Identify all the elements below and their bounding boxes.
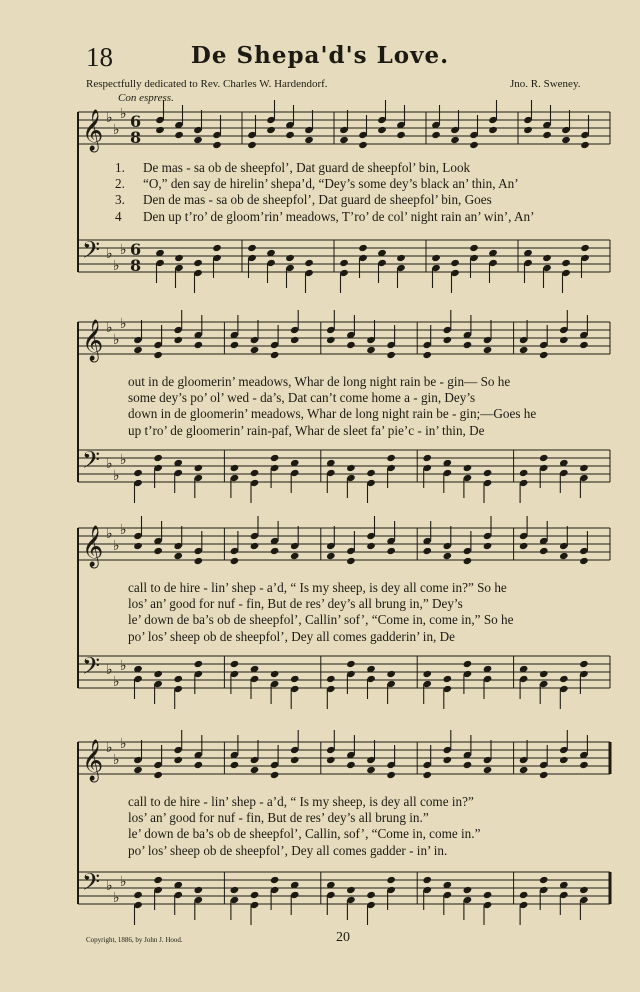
time-signature-top: 6 <box>130 240 142 259</box>
note-head <box>285 254 295 262</box>
note-head <box>519 469 529 477</box>
flat-icon: ♭ <box>113 674 120 690</box>
hymn-title: De Shepa'd's Love. <box>190 42 450 69</box>
note-head <box>580 141 590 149</box>
note-head <box>346 660 356 668</box>
note-head <box>422 547 432 555</box>
note-head <box>422 670 432 678</box>
hymn-number: 18 <box>86 42 113 72</box>
note-head <box>431 131 441 139</box>
note-head <box>326 756 336 764</box>
note-head <box>483 766 493 774</box>
note-head <box>463 761 473 769</box>
note-head <box>247 141 257 149</box>
note-head <box>346 761 356 769</box>
note-head <box>346 341 356 349</box>
note-head <box>450 136 460 144</box>
note-head <box>290 336 300 344</box>
note-head <box>463 886 473 894</box>
note-head <box>539 771 549 779</box>
flat-icon: ♭ <box>120 452 127 468</box>
treble-clef-icon: 𝄞 <box>82 320 104 361</box>
note-head <box>483 469 493 477</box>
note-head <box>559 336 569 344</box>
note-head <box>230 761 240 769</box>
note-head <box>542 131 552 139</box>
note-head <box>396 131 406 139</box>
note-head <box>539 670 549 678</box>
lyric-line: down in de gloomerin’ meadows, Whar de long night rain be - gin;—Goes he <box>128 406 537 422</box>
note-head <box>194 341 204 349</box>
flat-icon: ♭ <box>106 878 113 894</box>
note-head <box>579 557 589 565</box>
note-head <box>539 876 549 884</box>
lyric-line: los’ an’ good for nuf - fin, But de res’ dey’s all brung in,” Dey’s <box>128 596 463 612</box>
flat-icon: ♭ <box>113 890 120 906</box>
note-head <box>133 766 143 774</box>
note-head <box>304 259 314 267</box>
note-head <box>366 346 376 354</box>
note-head <box>483 346 493 354</box>
lyric-line: 2. “O,” den say de hirelin’ shepa’d, “Dey’s some dey’s black an’ thin, An’ <box>115 176 519 192</box>
note-head <box>153 771 163 779</box>
note-head <box>483 891 493 899</box>
lyric-line: 4 Den up t’ro’ de gloom’rin’ meadows, T’ro’ de col’ night rain an’ win’, An’ <box>115 208 535 224</box>
lyric-line: le’ down de ba’s ob de sheepfol’, Callin’ sof’, “Come in, come in,” So he <box>128 612 514 628</box>
note-head <box>386 876 396 884</box>
note-head <box>250 891 260 899</box>
note-head <box>386 670 396 678</box>
note-head <box>230 660 240 668</box>
note-head <box>346 557 356 565</box>
lyric-line: call to de hire - lin’ shep - a’d, “ Is my sheep, is dey all come in?” <box>128 794 474 809</box>
note-head <box>386 771 396 779</box>
note-head <box>270 351 280 359</box>
note-head <box>173 756 183 764</box>
bass-clef-icon: 𝄢 <box>82 236 101 269</box>
note-head <box>230 886 240 894</box>
note-head <box>469 141 479 149</box>
flat-icon: ♭ <box>106 526 113 542</box>
lyric-line: 1. De mas - sa ob de sheepfol’, Dat guard de sheepfol’ bin, Look <box>115 160 471 175</box>
flat-icon: ♭ <box>120 242 127 258</box>
note-head <box>366 891 376 899</box>
note-head <box>270 670 280 678</box>
note-head <box>366 766 376 774</box>
note-head <box>463 464 473 472</box>
bass-clef-icon: 𝄢 <box>82 868 101 901</box>
note-head <box>133 346 143 354</box>
note-head <box>539 351 549 359</box>
note-head <box>153 351 163 359</box>
flat-icon: ♭ <box>106 740 113 756</box>
flat-icon: ♭ <box>113 752 120 768</box>
note-head <box>463 660 473 668</box>
composer: Jno. R. Sweney. <box>510 78 581 90</box>
note-head <box>579 660 589 668</box>
note-head <box>366 542 376 550</box>
note-head <box>346 464 356 472</box>
note-head <box>194 761 204 769</box>
note-head <box>386 454 396 462</box>
note-head <box>173 552 183 560</box>
note-head <box>326 336 336 344</box>
flat-icon: ♭ <box>120 874 127 890</box>
note-head <box>377 126 387 134</box>
bass-clef-icon: 𝄢 <box>82 652 101 685</box>
tempo-marking: Con espress. <box>118 92 174 104</box>
note-head <box>579 464 589 472</box>
note-head <box>469 244 479 252</box>
note-head <box>358 141 368 149</box>
note-head <box>519 891 529 899</box>
note-head <box>290 675 300 683</box>
note-head <box>270 876 280 884</box>
note-head <box>250 542 260 550</box>
note-head <box>386 351 396 359</box>
note-head <box>431 254 441 262</box>
bass-clef-icon: 𝄢 <box>82 446 101 479</box>
page-number: 20 <box>336 930 350 945</box>
note-head <box>212 141 222 149</box>
time-signature-top: 6 <box>130 112 142 131</box>
note-head <box>339 136 349 144</box>
note-head <box>153 547 163 555</box>
note-head <box>539 547 549 555</box>
note-head <box>193 259 203 267</box>
note-head <box>523 126 533 134</box>
lyrics-system-1 <box>115 160 615 225</box>
note-head <box>346 886 356 894</box>
lyric-line: out in de gloomerin’ meadows, Whar de long night rain be - gin— So he <box>128 374 511 389</box>
note-head <box>519 766 529 774</box>
note-head <box>580 244 590 252</box>
time-signature-bottom: 8 <box>130 256 142 275</box>
note-head <box>450 259 460 267</box>
note-head <box>339 259 349 267</box>
note-head <box>285 131 295 139</box>
note-head <box>559 756 569 764</box>
lyric-line: los’ an’ good for nuf - fin, But de res’ dey’s all brung in.” <box>128 810 429 826</box>
note-head <box>270 547 280 555</box>
note-head <box>153 454 163 462</box>
flat-icon: ♭ <box>120 736 127 752</box>
note-head <box>326 552 336 560</box>
note-head <box>290 552 300 560</box>
flat-icon: ♭ <box>120 522 127 538</box>
treble-clef-icon: 𝄞 <box>82 740 104 781</box>
note-head <box>270 771 280 779</box>
lyric-line: up t’ro’ de gloomerin’ rain-paf, Whar de sleet fa’ pie’c - in’ thin, De <box>128 422 485 438</box>
note-head <box>443 552 453 560</box>
note-head <box>230 557 240 565</box>
flat-icon: ♭ <box>113 258 120 274</box>
note-head <box>579 341 589 349</box>
time-signature-bottom: 8 <box>130 128 142 147</box>
note-head <box>483 542 493 550</box>
note-head <box>422 771 432 779</box>
note-head <box>250 346 260 354</box>
note-head <box>561 259 571 267</box>
flat-icon: ♭ <box>106 110 113 126</box>
note-head <box>155 126 165 134</box>
note-head <box>304 136 314 144</box>
note-head <box>194 464 204 472</box>
lyric-line: le’ down de ba’s ob de sheepfol’, Callin, sof’, “Come in, come in.” <box>128 826 481 842</box>
note-head <box>443 756 453 764</box>
flat-icon: ♭ <box>106 246 113 262</box>
note-head <box>579 761 589 769</box>
note-head <box>443 675 453 683</box>
note-head <box>133 542 143 550</box>
note-head <box>247 244 257 252</box>
note-head <box>358 244 368 252</box>
note-head <box>173 336 183 344</box>
note-head <box>326 675 336 683</box>
treble-clef-icon: 𝄞 <box>82 526 104 567</box>
flat-icon: ♭ <box>113 468 120 484</box>
flat-icon: ♭ <box>106 662 113 678</box>
lyric-line: po’ los’ sheep ob de sheepfol’, Dey all comes gadderin’ in, De <box>128 628 456 644</box>
note-head <box>250 766 260 774</box>
note-head <box>250 469 260 477</box>
flat-icon: ♭ <box>113 538 120 554</box>
note-head <box>559 675 569 683</box>
dedication: Respectfully dedicated to Rev. Charles W. Hardendorf. <box>86 78 328 90</box>
flat-icon: ♭ <box>120 658 127 674</box>
note-head <box>194 660 204 668</box>
note-head <box>174 131 184 139</box>
flat-icon: ♭ <box>113 122 120 138</box>
note-head <box>443 336 453 344</box>
note-head <box>519 346 529 354</box>
note-head <box>133 891 143 899</box>
note-head <box>386 547 396 555</box>
flat-icon: ♭ <box>120 106 127 122</box>
lyric-line: some dey’s po’ ol’ wed - da’s, Dat can’t come home a - gin, Dey’s <box>128 390 476 406</box>
note-head <box>230 341 240 349</box>
note-head <box>539 454 549 462</box>
lyric-line: call to de hire - lin’ shep - a’d, “ Is my sheep, is dey all come in?” So he <box>128 580 507 595</box>
note-head <box>542 254 552 262</box>
note-head <box>290 756 300 764</box>
note-head <box>194 886 204 894</box>
note-head <box>579 886 589 894</box>
flat-icon: ♭ <box>113 332 120 348</box>
note-head <box>366 469 376 477</box>
note-head <box>396 254 406 262</box>
lyric-line: po’ los’ sheep ob de sheepfol’, Dey all comes gadder - in’ in. <box>128 842 448 858</box>
treble-clef-icon: 𝄞 <box>82 110 104 151</box>
lyrics-system-2 <box>128 374 628 439</box>
note-head <box>153 670 163 678</box>
note-head <box>488 126 498 134</box>
note-head <box>230 464 240 472</box>
note-head <box>212 244 222 252</box>
note-head <box>133 469 143 477</box>
note-head <box>153 876 163 884</box>
lyrics-system-4 <box>128 794 628 859</box>
note-head <box>561 136 571 144</box>
note-head <box>270 454 280 462</box>
flat-icon: ♭ <box>120 316 127 332</box>
note-head <box>193 136 203 144</box>
note-head <box>422 454 432 462</box>
note-head <box>519 542 529 550</box>
flat-icon: ♭ <box>106 456 113 472</box>
note-head <box>266 126 276 134</box>
note-head <box>463 557 473 565</box>
note-head <box>422 351 432 359</box>
copyright-notice: Copyright, 1886, by John J. Hood. <box>86 936 183 944</box>
note-head <box>422 876 432 884</box>
lyric-line: 3. Den de mas - sa ob de sheepfol’, Dat guard de sheepfol’ bin, Goes <box>115 192 492 208</box>
lyrics-system-3 <box>128 580 628 645</box>
note-head <box>173 675 183 683</box>
note-head <box>559 552 569 560</box>
note-head <box>194 557 204 565</box>
flat-icon: ♭ <box>106 320 113 336</box>
note-head <box>463 341 473 349</box>
note-head <box>174 254 184 262</box>
